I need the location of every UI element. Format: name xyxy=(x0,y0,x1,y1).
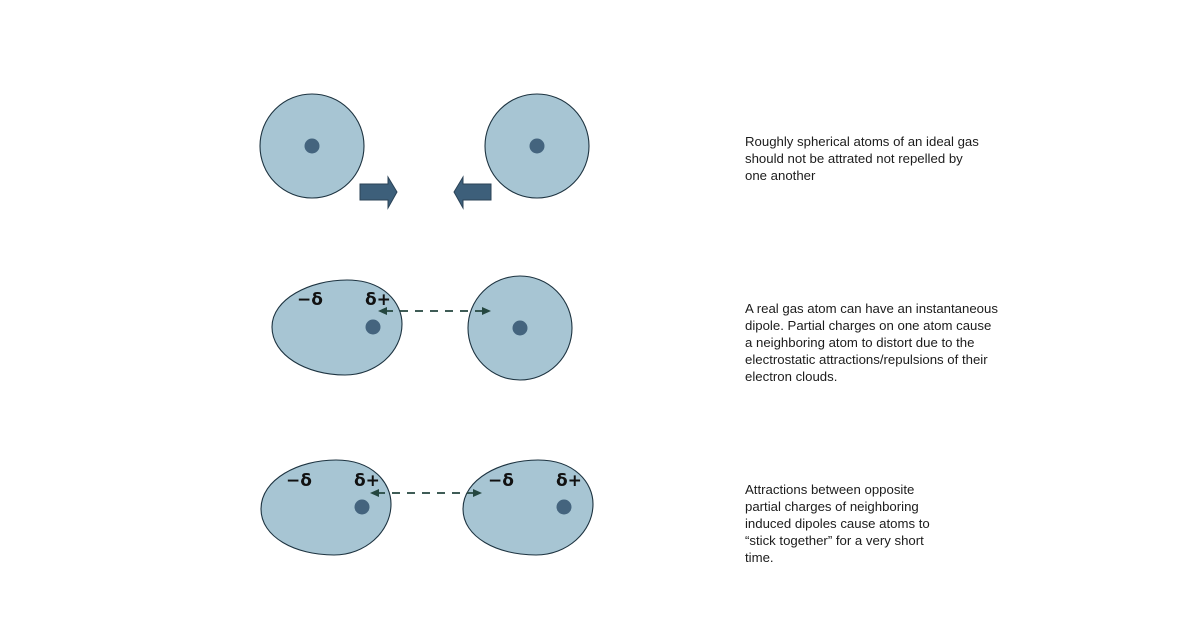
left-partial-negative-label: −δ xyxy=(286,471,312,491)
nucleus-dipole xyxy=(366,320,381,335)
partial-positive-label: δ+ xyxy=(365,290,391,310)
left-partial-positive-label: δ+ xyxy=(354,471,380,491)
right-partial-negative-label: −δ xyxy=(488,471,514,491)
nucleus-left xyxy=(305,139,320,154)
panel-instantaneous-dipole xyxy=(272,276,572,380)
partial-negative-label: −δ xyxy=(297,290,323,310)
panel-ideal-gas xyxy=(260,94,589,208)
left-arrow-icon xyxy=(454,177,491,208)
right-partial-positive-label: δ+ xyxy=(556,471,582,491)
nucleus-left-induced xyxy=(355,500,370,515)
right-arrow-icon xyxy=(360,177,397,208)
caption-induced-dipoles: Attractions between opposite partial charges of neighboring induced dipoles cause atoms to “stick together” for a very short time. xyxy=(745,482,930,565)
caption-instantaneous-dipole: A real gas atom can have an instantaneous dipole. Partial charges on one atom cause a neighboring atom to distort due to the electrostatic attractions/repulsions of their electron clouds. xyxy=(745,301,998,384)
nucleus-right xyxy=(530,139,545,154)
panel-induced-dipoles xyxy=(261,460,593,555)
nucleus-neighbor xyxy=(513,321,528,336)
nucleus-right-induced xyxy=(557,500,572,515)
caption-ideal-gas: Roughly spherical atoms of an ideal gas should not be attrated not repelled by one another xyxy=(745,134,979,183)
